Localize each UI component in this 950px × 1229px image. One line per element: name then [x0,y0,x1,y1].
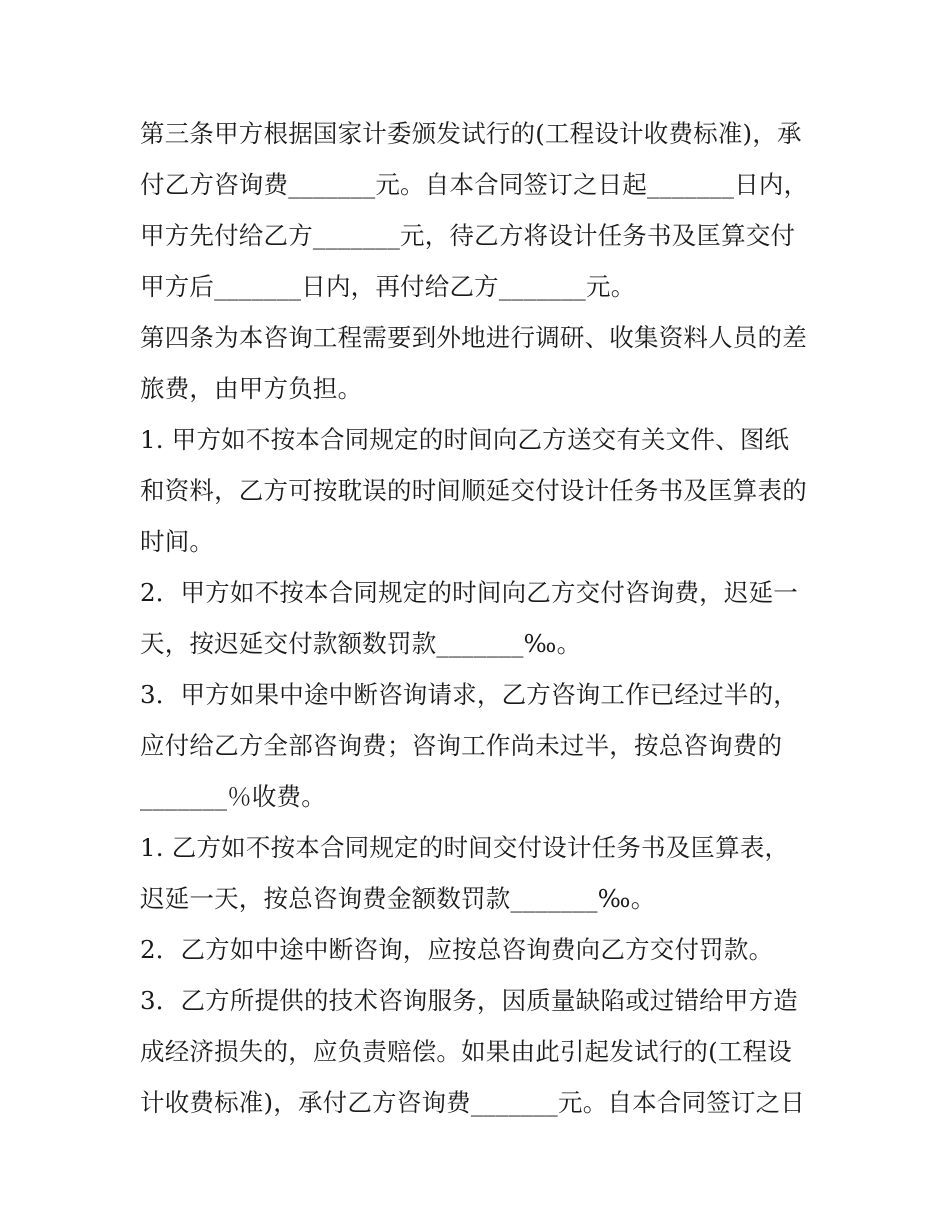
text-line: 甲方后_______日内，再付给乙方_______元。 [140,272,636,301]
text-line: 旅费，由甲方负担。 [140,374,363,403]
party-a-item-1-paragraph [140,414,820,567]
text-line: 1. 甲方如不按本合同规定的时间向乙方送交有关文件、图纸 [140,425,790,454]
text-line: 天，按迟延交付款额数罚款_______‰。 [140,629,582,658]
article-4-paragraph [140,312,820,414]
text-line: 第三条甲方根据国家计委颁发试行的(工程设计收费标准)，承 [140,119,802,148]
text-line: 成经济损失的，应负责赔偿。如果由此引起发试行的(工程设 [140,1037,792,1066]
text-line: 应付给乙方全部咨询费；咨询工作尚未过半，按总咨询费的 [140,731,783,760]
text-line: 时间。 [140,527,215,556]
party-a-item-3-paragraph [140,669,820,822]
party-b-item-2-paragraph [140,924,820,975]
article-3-paragraph [140,108,820,312]
text-line: 第四条为本咨询工程需要到外地进行调研、收集资料人员的差 [140,323,807,352]
text-line: 3．乙方所提供的技术咨询服务，因质量缺陷或过错给甲方造 [140,986,798,1015]
party-b-item-1-paragraph [140,822,820,924]
text-line: 付乙方咨询费_______元。自本合同签订之日起_______日内， [140,170,809,199]
party-a-item-2-paragraph [140,567,820,669]
text-line: 迟延一天，按总咨询费金额数罚款_______‰。 [140,884,656,913]
text-line: 3．甲方如果中途中断咨询请求，乙方咨询工作已经过半的， [140,680,798,709]
text-line: 2．乙方如中途中断咨询，应按总咨询费向乙方交付罚款。 [140,935,774,964]
party-b-item-3-paragraph [140,975,820,1128]
text-line: _______％收费。 [140,782,326,811]
text-line: 甲方先付给乙方_______元，待乙方将设计任务书及匡算交付 [140,221,796,250]
text-line: 2．甲方如不按本合同规定的时间向乙方交付咨询费，迟延一 [140,578,798,607]
text-line: 计收费标准)，承付乙方咨询费_______元。自本合同签订之日 [140,1088,806,1117]
document-body [140,108,820,1128]
text-line: 和资料，乙方可按耽误的时间顺延交付设计任务书及匡算表的 [140,476,807,505]
text-line: 1. 乙方如不按本合同规定的时间交付设计任务书及匡算表， [140,833,790,862]
